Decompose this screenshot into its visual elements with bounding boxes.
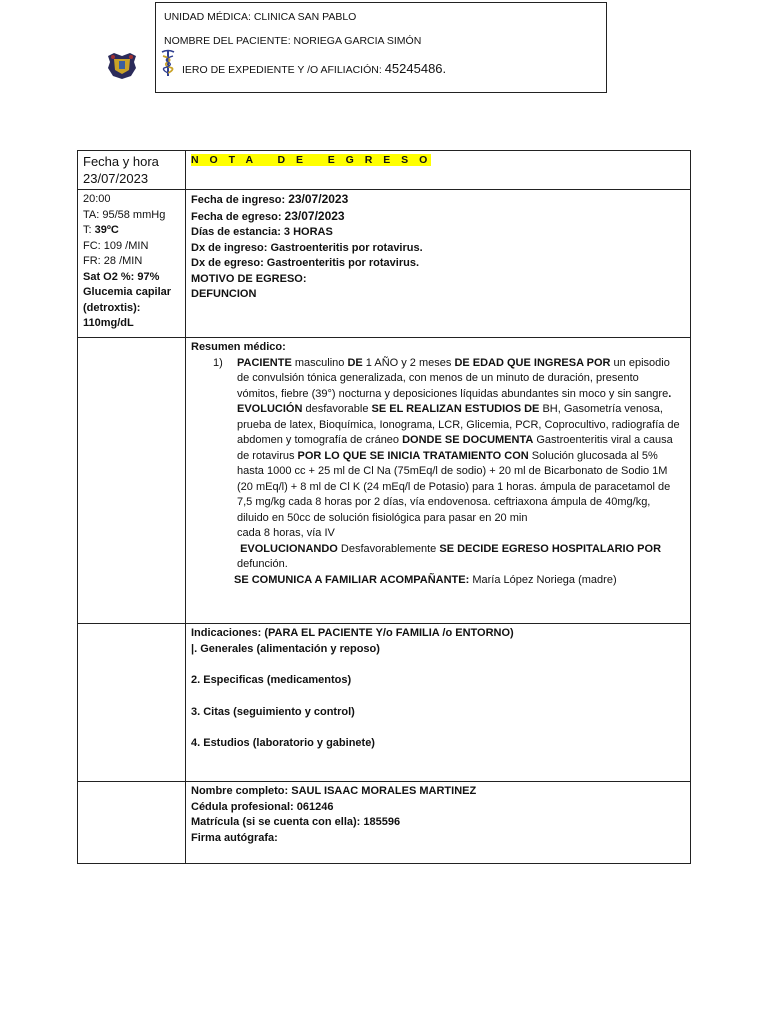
vital-sat: Sat O2 %: 97%: [83, 270, 160, 283]
vital-fc: FC: 109 /MIN: [83, 239, 149, 252]
summary-text: SE EL REALIZAN ESTUDIOS DE: [371, 403, 540, 415]
summary-text: DE: [347, 356, 363, 369]
discharge-label: Fecha de egreso:: [191, 210, 285, 223]
summary-line: defunción.: [237, 558, 288, 570]
summary-text: DE EDAD QUE INGRESA POR: [454, 356, 611, 369]
date-label: Fecha y hora: [83, 154, 159, 169]
vital-temp: [83, 223, 180, 239]
summary-text: SE DECIDE EGRESO HOSPITALARIO POR: [436, 542, 662, 555]
indications-title: Indicaciones: (PARA EL PACIENTE Y/o FAMILIA /o ENTORNO): [191, 627, 514, 639]
summary-cell: [186, 338, 691, 624]
summary-text: DONDE SE DOCUMENTA: [402, 434, 534, 446]
indication-item: 3. Citas (seguimiento y control): [191, 705, 355, 718]
signature-cell: [186, 782, 691, 864]
discharge-reason: DEFUNCION: [191, 288, 257, 300]
record-number: [182, 61, 446, 76]
title-cell: [186, 151, 691, 190]
stay-days: Días de estancia: 3 HORAS: [191, 226, 333, 238]
discharge-value: 23/07/2023: [284, 208, 345, 223]
discharge-reason-label: MOTIVO DE EGRESO:: [191, 272, 307, 285]
admission-label: Fecha de ingreso:: [191, 194, 289, 206]
family-notice: [234, 573, 682, 589]
summary-text: EVOLUCIONANDO: [240, 542, 338, 555]
table-row: [78, 782, 691, 864]
caduceus-icon: [157, 48, 179, 78]
summary-text: Solución glucosada al 5% hasta 1000 cc + 25 ml de Cl Na (75mEq/l de sodio) + 20 ml de Bicarbonato de Sodio 1M (20 mEq/l) + 8 ml de Cl K (24 mEq/l de Potasio) para 1 horas. ámpula de paracetamol de 7,5 mg/kg cada 8 horas por 2 días, vía endovenosa. ceftriaxona ámpula de 40mg/kg, diluido en 50cc de solución fisiológica para pasar en 20 min: [237, 449, 671, 524]
discharge-date: [191, 209, 685, 226]
summary-text: 1 AÑO y 2 meses: [362, 356, 455, 369]
egreso-cell: [186, 190, 691, 338]
empty-cell: [78, 782, 186, 864]
date-cell: [78, 151, 186, 190]
vital-ta: TA: 95/58 mmHg: [83, 208, 166, 221]
vital-glucose-3: 110mg/dL: [83, 317, 134, 329]
indication-item: |. Generales (alimentación y reposo): [191, 642, 380, 655]
doctor-name: Nombre completo: SAUL ISAAC MORALES MARTINEZ: [191, 785, 477, 797]
admission-value: 23/07/2023: [288, 192, 349, 206]
summary-text: Gastroenteritis viral a causa de rotavirus: [237, 434, 673, 462]
indications-cell: [186, 624, 691, 782]
signature-label: Firma autógrafa:: [191, 831, 278, 844]
summary-text: un episodio de convulsión tónica generalizada, con menos de un minuto de duración, presento vómitos, fiebre (39°) nocturna y deposiciones líquidas abundantes sin moco y sin sangre: [237, 356, 670, 400]
vital-glucose-1: Glucemia capilar: [83, 286, 172, 298]
unit-name: UNIDAD MÉDICA: CLINICA SAN PABLO: [164, 11, 357, 23]
summary-text: Desfavorablemente: [337, 542, 437, 555]
empty-cell: [78, 338, 186, 624]
summary-line: cada 8 horas, vía IV: [237, 527, 335, 539]
summary-title: Resumen médico:: [191, 341, 286, 353]
indication-item: 2. Especificas (medicamentos): [191, 674, 352, 686]
indication-item: 4. Estudios (laboratorio y gabinete): [191, 737, 375, 749]
vital-fr: FR: 28 /MIN: [83, 255, 143, 267]
table-row: [78, 624, 691, 782]
summary-line: [237, 542, 682, 558]
professional-id: Cédula profesional: 061246: [191, 800, 334, 813]
summary-text: POR LO QUE SE INICIA TRATAMIENTO CON: [297, 449, 529, 462]
vital-temp-prefix: T:: [83, 224, 95, 236]
crest-icon: [105, 52, 139, 80]
vital-glucose-2: (detroxtis):: [83, 301, 141, 314]
admission-dx: Dx de ingreso: Gastroenteritis por rotavirus.: [191, 241, 423, 254]
registration-number: Matrícula (si se cuenta con ella): 185596: [191, 816, 401, 828]
patient-name: NOMBRE DEL PACIENTE: NORIEGA GARCIA SIMÓN: [164, 35, 422, 47]
summary-text: SE COMUNICA A FAMILIAR ACOMPAÑANTE:: [234, 573, 470, 586]
summary-text: BH, Gasometría venosa, prueba de latex, Bioquímica, Ionograma, LCR, Glicemia, PCR, Coprocultivo, radiografía de abdomen y tomografía de cráneo: [237, 403, 680, 446]
table-row: [78, 151, 691, 190]
note-title: N O T A D E E G R E S O: [191, 154, 432, 166]
admission-date: [191, 192, 685, 209]
date-value: 23/07/2023: [83, 171, 149, 186]
vital-time: 20:00: [83, 193, 111, 205]
table-row: [78, 338, 691, 624]
summary-text: PACIENTE: [237, 356, 292, 369]
discharge-dx: Dx de egreso: Gastroenteritis por rotavirus.: [191, 257, 420, 269]
discharge-note-table: [77, 150, 691, 864]
summary-text: María López Noriega (madre): [469, 573, 617, 586]
list-number: 1): [213, 356, 223, 369]
summary-text: . EVOLUCIÓN: [237, 387, 672, 415]
vital-temp-value: 39: [94, 224, 107, 236]
summary-text: masculino: [291, 356, 348, 369]
vital-temp-unit: ºC: [106, 224, 119, 236]
table-row: [78, 190, 691, 338]
summary-text: desfavorable: [302, 403, 372, 415]
summary-paragraph: [213, 356, 682, 573]
record-label: IERO DE EXPEDIENTE Y /O AFILIACIÓN:: [182, 64, 382, 76]
empty-cell: [78, 624, 186, 782]
record-value: 45245486.: [384, 61, 447, 76]
vitals-cell: [78, 190, 186, 338]
header-box: [155, 2, 607, 93]
